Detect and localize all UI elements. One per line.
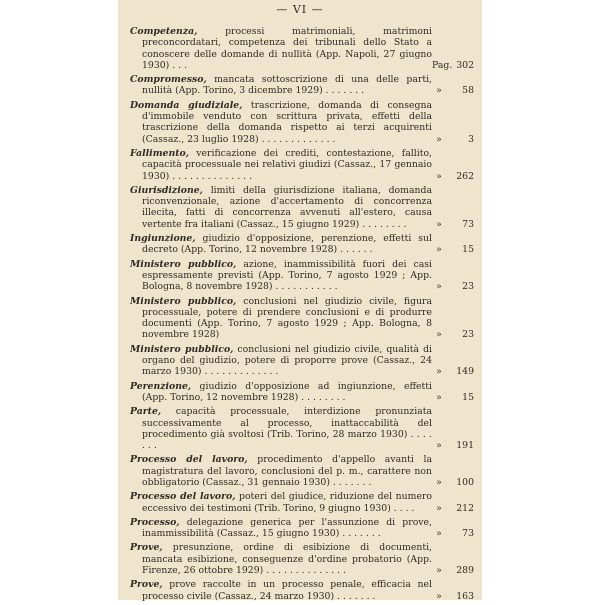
entry-page-ref — [432, 440, 476, 451]
index-entry — [130, 74, 476, 97]
entry-page-ref — [432, 244, 476, 255]
index-entry — [130, 100, 476, 145]
document-page — [118, 0, 482, 600]
entry-description: giudizio d'opposizione ad ingiunzione, effetti (App. Torino, 12 novembre 1928) . . . . . . . . — [142, 380, 432, 403]
index-entry — [130, 296, 476, 341]
page-prefix: » — [436, 281, 442, 293]
entry-text — [130, 517, 432, 540]
index-entry — [130, 344, 476, 378]
entry-text — [130, 381, 432, 404]
entry-term: Ministero pubblico, — [130, 258, 237, 270]
entry-text — [130, 185, 432, 230]
page-number: 289 — [456, 565, 474, 577]
page-prefix: » — [436, 218, 442, 230]
entry-term: Giurisdizione, — [130, 184, 203, 196]
entry-page-ref — [432, 565, 476, 576]
page-number: 15 — [462, 391, 474, 403]
page-prefix: » — [436, 590, 442, 602]
page-prefix: » — [436, 502, 442, 514]
entry-term: Processo, — [130, 516, 180, 528]
index-entry — [130, 579, 476, 602]
entry-term: Parte, — [130, 406, 162, 418]
entry-description: verificazione dei crediti, contestazione, fallito, capacità processuale nei relativi giudizi (Cassaz., 17 gennaio 1930) . . . . . . . . . . . . . . — [142, 147, 432, 182]
entry-description: presunzione, ordine di esibizione di documenti, mancata esibizione, conseguenze d'ordine probatorio (App. Firenze, 26 ottobre 1929) . . . . . . . . . . . . . . — [142, 542, 432, 577]
page-prefix: » — [436, 170, 442, 182]
entry-term: Prove, — [130, 579, 163, 591]
entry-text — [130, 454, 432, 488]
index-entry — [130, 185, 476, 230]
index-entry — [130, 491, 476, 514]
entry-page-ref — [432, 85, 476, 96]
page-number: 58 — [462, 85, 474, 97]
page-number: 163 — [456, 590, 474, 602]
entry-term: Prove, — [130, 542, 163, 554]
entry-description: delegazione generica per l'assunzione di prove, inammissibilità (Cassaz., 15 giugno 1930) . . . . . . . — [142, 516, 432, 540]
entry-page-ref — [432, 281, 476, 292]
entry-text — [130, 74, 432, 97]
page-number: 3 — [468, 133, 474, 145]
entry-page-ref — [432, 134, 476, 145]
entry-term: Ministero pubblico, — [130, 343, 234, 355]
index-entry — [130, 148, 476, 182]
page-number: 15 — [462, 244, 474, 256]
index-entry — [130, 233, 476, 256]
entry-description: limiti della giurisdizione italiana, domanda riconvenzionale, azione d'accertamento di concorrenza illecita, fatti di concorrenza avvenuti all'estero, causa vertente fra italiani (Cassaz., 15 giugno 1929) . . . . . . . . — [142, 184, 432, 230]
index-entry — [130, 454, 476, 488]
page-number: 302 — [456, 59, 474, 71]
entry-description: capacità processuale, interdizione pronunziata successivamente al processo, inattaccabilità del procedimento già svoltosi (Trib. Torino, 28 marzo 1930) . . . . . . . — [142, 406, 432, 452]
entry-text — [130, 406, 432, 451]
entry-term: Competenza, — [130, 26, 198, 37]
entry-text — [130, 233, 432, 256]
entry-term: Processo del lavoro, — [130, 491, 236, 503]
page-number: 191 — [456, 440, 474, 452]
page-prefix: » — [436, 528, 442, 540]
page-prefix: » — [436, 329, 442, 341]
entry-text — [130, 579, 432, 602]
entry-term: Perenzione, — [130, 380, 192, 392]
page-number: 23 — [462, 329, 474, 341]
entry-text — [130, 542, 432, 576]
page-number: 100 — [456, 476, 474, 488]
entry-text — [130, 26, 432, 71]
entry-page-ref — [432, 366, 476, 377]
page-prefix: » — [436, 244, 442, 256]
entry-description: conclusioni nel giudizio civile, qualità di organo del giudizio, potere di proporre prove (Cassaz., 24 marzo 1930) . . . . . . . . . . . . . — [142, 343, 432, 378]
page-number: 149 — [456, 366, 474, 378]
entry-page-ref — [432, 171, 476, 182]
index-entry — [130, 517, 476, 540]
page-header: — VI — — [276, 3, 324, 16]
entry-description: prove raccolte in un processo penale, efficacia nel processo civile (Cassaz., 24 marzo 1930) . . . . . . . — [142, 579, 432, 602]
entry-text — [130, 100, 432, 145]
entry-page-ref — [432, 60, 476, 71]
index-entry — [130, 542, 476, 576]
entry-page-ref — [432, 392, 476, 403]
entry-term: Ingiunzione, — [130, 233, 196, 245]
entry-page-ref — [432, 528, 476, 539]
index-entries — [130, 26, 476, 605]
page-number: 212 — [456, 502, 474, 514]
entry-page-ref — [432, 503, 476, 514]
entry-description: azione, inammissibilità fuori dei casi espressamente previsti (App. Torino, 7 agosto 1929 ; App. Bologna, 8 novembre 1928) . . . . . . . . . . . — [142, 258, 432, 293]
entry-text — [130, 296, 432, 341]
entry-term: Ministero pubblico, — [130, 295, 237, 307]
entry-page-ref — [432, 329, 476, 340]
entry-page-ref — [432, 477, 476, 488]
page-number: 23 — [462, 281, 474, 293]
entry-text — [130, 259, 432, 293]
entry-description: mancata sottoscrizione di una delle parti, nullità (App. Torino, 3 dicembre 1929) . . . . . . . — [142, 74, 432, 97]
entry-term: Domanda giudiziale, — [130, 99, 243, 111]
page-prefix: » — [436, 85, 442, 97]
page-prefix: » — [436, 366, 442, 378]
index-entry — [130, 259, 476, 293]
index-entry — [130, 26, 476, 71]
page-prefix: » — [436, 565, 442, 577]
entry-term: Fallimento, — [130, 147, 189, 159]
page-prefix: » — [436, 476, 442, 488]
page-prefix: » — [436, 440, 442, 452]
entry-term: Compromesso, — [130, 74, 207, 86]
entry-description: trascrizione, domanda di consegna d'immobile venduto con scrittura privata, effetti della trascrizione della domanda rispetto ai terzi acquirenti (Cassaz., 23 luglio 1928) . . . . . . . . . . . . . — [142, 99, 432, 145]
index-entry — [130, 381, 476, 404]
entry-text — [130, 344, 432, 378]
page-number: 262 — [456, 170, 474, 182]
index-entry — [130, 406, 476, 451]
entry-text — [130, 491, 432, 514]
entry-page-ref — [432, 219, 476, 230]
page-prefix: » — [436, 133, 442, 145]
entry-description: conclusioni nel giudizio civile, figura processuale, potere di prendere conclusioni e di produrre documenti (App. Torino, 7 agosto 1929 ; App. Bologna, 8 novembre 1928) — [142, 295, 432, 341]
entry-description: processi matrimoniali, matrimoni preconcordatari, competenza dei tribunali dello Stato a conoscere delle domande di nullità (App. Napoli, 27 giugno 1930) . . . — [142, 26, 432, 71]
entry-text — [130, 148, 432, 182]
entry-description: procedimento d'appello avanti la magistratura del lavoro, conclusioni del p. m., carattere non obbligatorio (Cassaz., 31 gennaio 1930) . . . . . . . — [142, 454, 432, 488]
entry-term: Processo del lavoro, — [130, 454, 248, 466]
entry-description: poteri del giudice, riduzione del numero eccessivo dei testimoni (Trib. Torino, 9 giugno 1930) . . . . — [142, 491, 432, 514]
entry-page-ref — [432, 591, 476, 602]
page-number: 73 — [462, 218, 474, 230]
entry-description: giudizio d'opposizione, perenzione, effetti sul decreto (App. Torino, 12 novembre 1928) . . . . . . — [142, 233, 432, 256]
page-prefix: » — [436, 391, 442, 403]
page-prefix: Pag. — [432, 59, 453, 71]
page-number: 73 — [462, 528, 474, 540]
